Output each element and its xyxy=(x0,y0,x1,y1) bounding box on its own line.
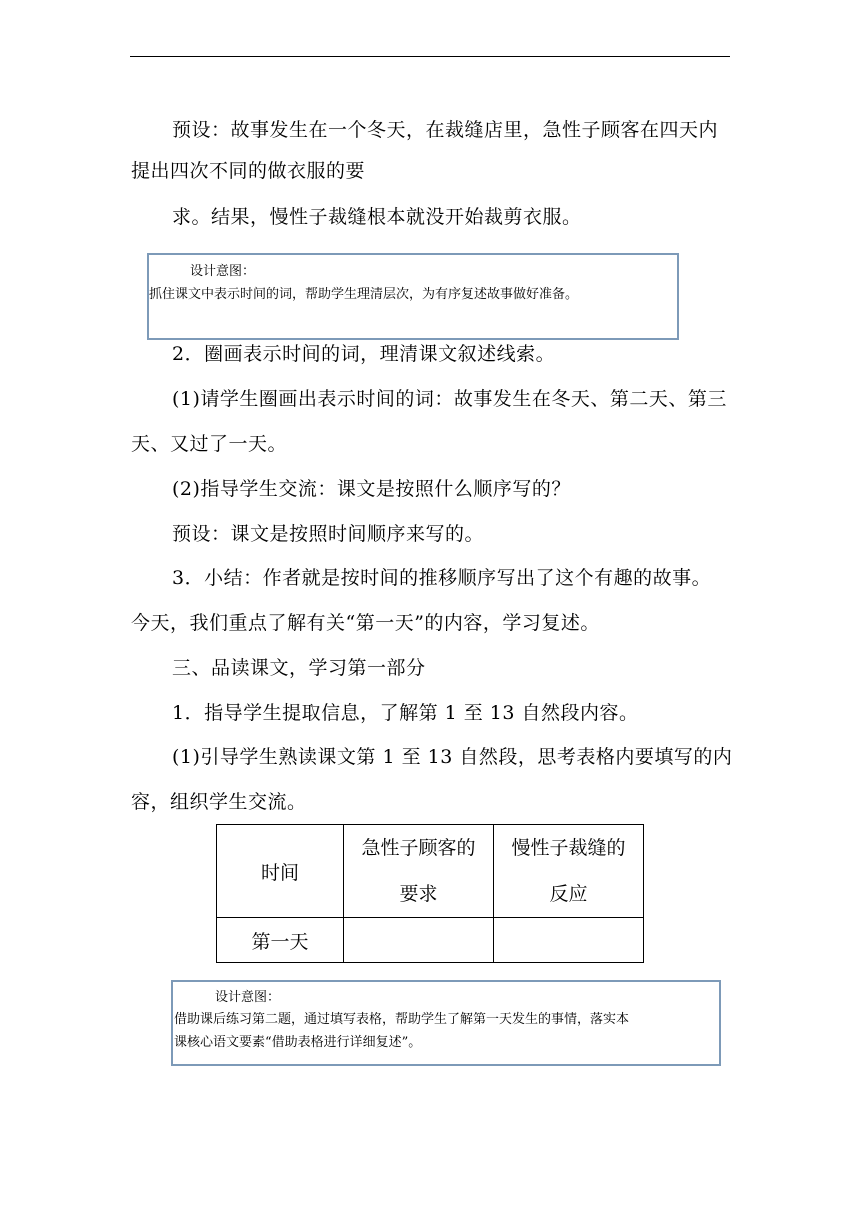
table-cell-tailor-response xyxy=(494,918,644,963)
table-header-customer xyxy=(344,825,494,918)
paragraph-read-line2: 容，组织学生交流。 xyxy=(131,791,307,813)
table-header-customer-line1: 急性子顾客的 xyxy=(361,837,476,859)
table-cell-day: 第一天 xyxy=(217,918,344,963)
paragraph-preset-order: 预设：课文是按照时间顺序来写的。 xyxy=(172,523,485,545)
table-header-tailor-line2: 反应 xyxy=(549,883,588,905)
paragraph-summary-line1: 3．小结：作者就是按时间的推移顺序写出了这个有趣的故事。 xyxy=(172,567,712,589)
paragraph-read-line1: (1)引导学生熟读课文第 1 至 13 自然段，思考表格内要填写的内 xyxy=(172,746,733,768)
paragraph-step-1: 1．指导学生提取信息，了解第 1 至 13 自然段内容。 xyxy=(172,702,639,724)
design-intent-box-2 xyxy=(171,980,721,1066)
design-intent-box-1 xyxy=(147,253,679,340)
paragraph-step-2: 2．圈画表示时间的词，理清课文叙述线索。 xyxy=(172,343,556,365)
paragraph-circle-words-line1: (1)请学生圈画出表示时间的词：故事发生在冬天、第二天、第三 xyxy=(172,388,727,410)
paragraph-summary-line2: 今天，我们重点了解有关“第一天”的内容，学习复述。 xyxy=(131,612,600,634)
paragraph-circle-words-line2: 天、又过了一天。 xyxy=(131,433,288,455)
design-intent-text-line2: 课核心语文要素“借助表格进行详细复述”。 xyxy=(174,1035,422,1050)
table-header-customer-line2: 要求 xyxy=(399,883,438,905)
paragraph-guide-exchange: (2)指导学生交流：课文是按照什么顺序写的？ xyxy=(172,478,571,500)
design-intent-title: 设计意图： xyxy=(190,264,256,279)
table-header-row xyxy=(217,825,644,918)
design-intent-text: 抓住课文中表示时间的词，帮助学生理清层次，为有序复述故事做好准备。 xyxy=(149,287,579,302)
design-intent-title: 设计意图： xyxy=(215,990,281,1005)
table-header-tailor xyxy=(494,825,644,918)
paragraph-preset-line2: 提出四次不同的做衣服的要 xyxy=(131,160,366,182)
reading-table xyxy=(216,824,644,963)
header-rule xyxy=(130,56,730,57)
table-header-tailor-line1: 慢性子裁缝的 xyxy=(511,837,626,859)
paragraph-result: 求。结果，慢性子裁缝根本就没开始裁剪衣服。 xyxy=(172,206,582,228)
design-intent-text-line1: 借助课后练习第二题，通过填写表格，帮助学生了解第一天发生的事情，落实本 xyxy=(174,1012,630,1027)
table-cell-customer-request xyxy=(344,918,494,963)
table-row xyxy=(217,918,644,963)
paragraph-preset-line1: 预设：故事发生在一个冬天，在裁缝店里，急性子顾客在四天内 xyxy=(172,119,719,141)
table-header-time: 时间 xyxy=(217,825,344,918)
section-heading-three: 三、品读课文，学习第一部分 xyxy=(172,657,426,679)
